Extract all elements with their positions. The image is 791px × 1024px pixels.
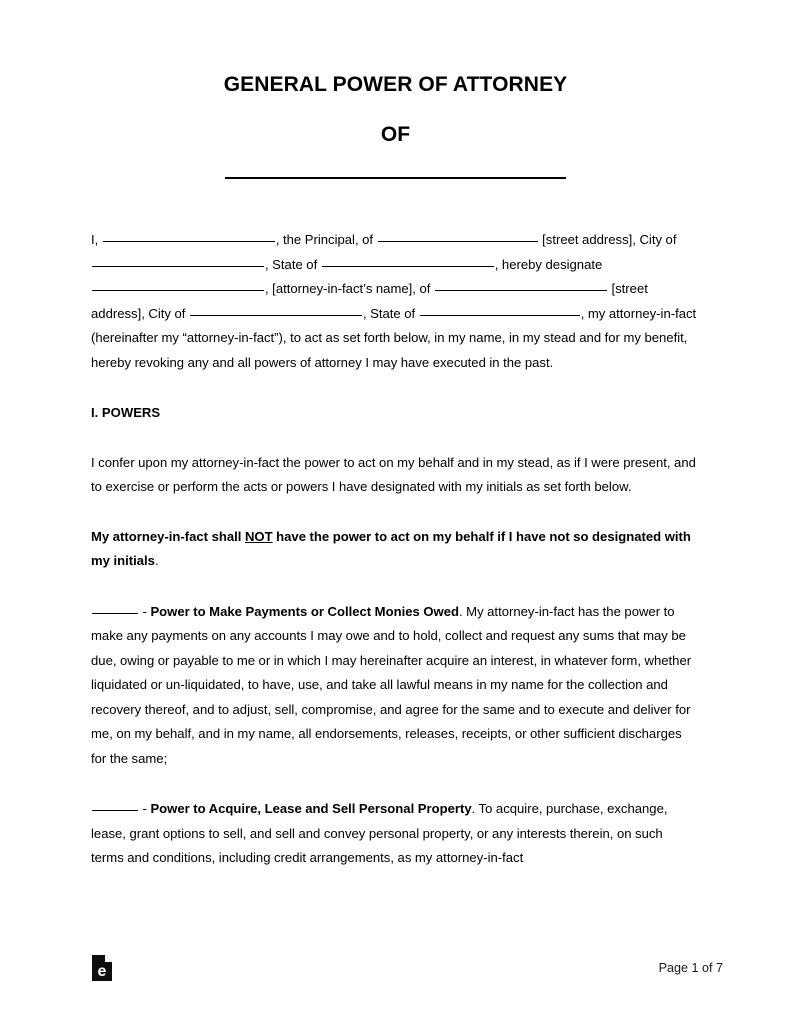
svg-text:e: e bbox=[97, 963, 107, 980]
spacer bbox=[91, 771, 697, 797]
attorney-state-blank[interactable] bbox=[420, 303, 580, 316]
page-number: Page 1 of 7 bbox=[658, 960, 723, 975]
eforms-document-icon bbox=[91, 954, 113, 982]
principal-street-blank[interactable] bbox=[378, 229, 538, 242]
intro-seg-6: , [attorney-in-fact’s name], of bbox=[265, 281, 434, 296]
spacer bbox=[91, 375, 697, 401]
power-title-1: Power to Make Payments or Collect Monies Owed bbox=[150, 603, 459, 619]
notice-bold-lead: My attorney-in-fact shall bbox=[91, 528, 245, 544]
document-body bbox=[91, 228, 697, 871]
page-title: GENERAL POWER OF ATTORNEY bbox=[223, 73, 568, 96]
intro-seg-4: , State of bbox=[265, 256, 321, 272]
principal-city-blank[interactable] bbox=[92, 254, 264, 267]
title-signature-line-wrap bbox=[0, 145, 791, 179]
spacer bbox=[91, 574, 697, 600]
spacer bbox=[91, 426, 697, 451]
intro-seg-1: I, bbox=[91, 232, 102, 247]
intro-seg-3: [street address], City of bbox=[538, 232, 677, 247]
attorney-street-blank[interactable] bbox=[435, 278, 607, 291]
title-block bbox=[0, 0, 791, 179]
powers-intro-paragraph: I confer upon my attorney-in-fact the power to act on my behalf and in my stead, as if I were present, and to exercise or perform the acts or powers I have designated with my initials as set forth below. bbox=[91, 454, 696, 494]
attorney-name-blank[interactable] bbox=[92, 278, 264, 291]
power-item bbox=[91, 797, 697, 871]
attorney-city-blank[interactable] bbox=[190, 303, 362, 316]
intro-seg-9: , my attorney-in-fact (hereinafter my “attorney-in-fact”), to act as set forth below, in my name, in my stead and for my benefit, hereby revoking any and all powers of attorney I may have executed in the past. bbox=[91, 305, 697, 370]
intro-seg-5: , hereby designate bbox=[494, 256, 603, 272]
principal-name-blank[interactable] bbox=[103, 229, 275, 242]
power-separator-2: - bbox=[139, 801, 151, 816]
intro-seg-7: [street address], City of bbox=[91, 281, 648, 321]
intro-seg-8: , State of bbox=[362, 305, 419, 321]
page-footer bbox=[91, 950, 723, 986]
section-heading-powers: I. POWERS bbox=[91, 405, 161, 420]
intro-paragraph bbox=[91, 228, 697, 375]
initials-notice-paragraph bbox=[91, 525, 697, 574]
power-separator-1: - bbox=[139, 603, 151, 619]
notice-underlined-not: NOT bbox=[244, 528, 273, 544]
title-blank-rule bbox=[225, 177, 566, 179]
power-body-2: . To acquire, purchase, exchange, lease, grant options to sell, and sell and convey personal property, or any interests therein, on such terms and conditions, including credit arrangements, as my attorney-in-fact bbox=[91, 801, 668, 865]
notice-bold-tail: have the power to act on my behalf if I have not so designated with my initials bbox=[91, 528, 691, 568]
spacer bbox=[91, 500, 697, 525]
power-item bbox=[91, 600, 697, 772]
page-title-of: OF bbox=[380, 123, 411, 146]
power-title-2: Power to Acquire, Lease and Sell Personal Property bbox=[150, 801, 472, 816]
power-initials-blank-2[interactable] bbox=[92, 798, 138, 811]
power-body-1: . My attorney-in-fact has the power to make any payments on any accounts I may owe and to hold, collect and request any sums that may be due, owing or payable to me or in which I may hereinafter acquire an interest, in whatever form, whether liquidated or un-liquidated, to have, use, and take all lawful means in my name for the collection and recovery thereof, and to adjust, sell, compromise, and agree for the same and to execute and deliver for me, on my behalf, and in my name, all endorsements, releases, receipts, or other sufficient discharges for the same; bbox=[91, 603, 692, 766]
principal-state-blank[interactable] bbox=[322, 254, 494, 267]
intro-seg-2: , the Principal, of bbox=[275, 232, 377, 247]
notice-period: . bbox=[154, 553, 159, 568]
power-initials-blank-1[interactable] bbox=[92, 601, 138, 614]
